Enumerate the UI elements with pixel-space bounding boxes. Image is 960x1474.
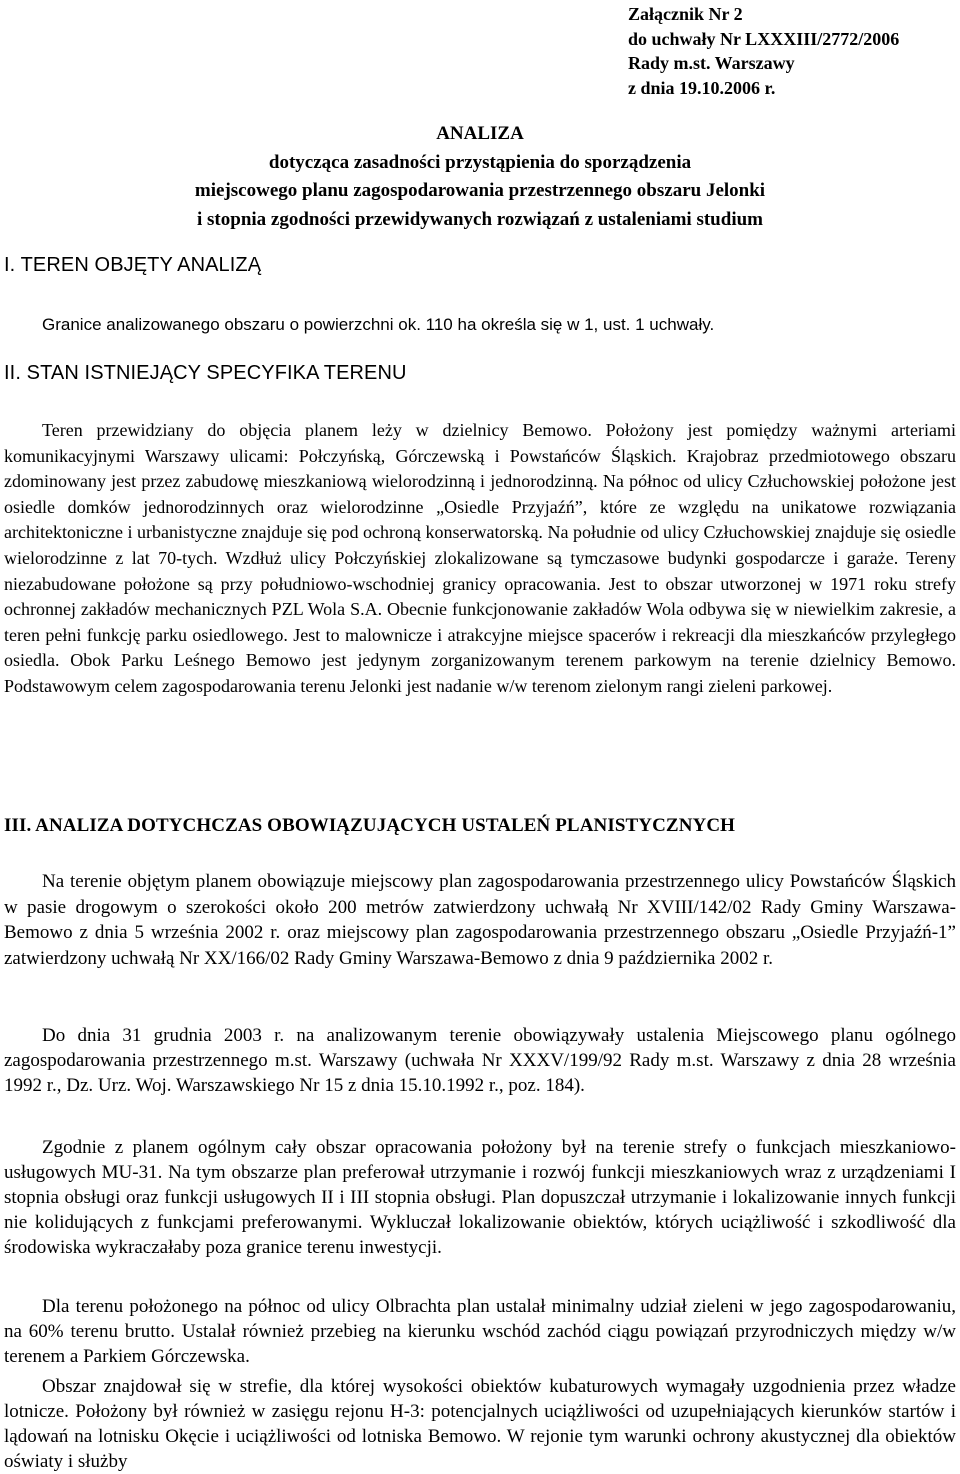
section-2-text: Teren przewidziany do objęcia planem leży w dzielnicy Bemowo. Położony jest pomiędzy ważnymi arteriami komunikacyjnymi Warszawy ulicami: Połczyńską, Górczewską i Powstańców Śląskich. Krajobraz przedmiotowego obszaru zdominowany jest przez zabudowę mieszkaniową wielorodzinną i jednorodzinną. Na północ od ulicy Człuchowskiej położone jest osiedle domków jednorodzinnych oraz wielorodzinne „Osiedle Przyjaźń”, które ze względu na unikatowe rozwiązania architektoniczne i urbanistyczne znajduje się pod ochroną konserwatorską. Na południe od ulicy Człuchowskiej znajduje się osiedle wielorodzinne z lat 70-tych. Wzdłuż ulicy Połczyńskiej zlokalizowane są tymczasowe budynki gospodarcze i garaże. Tereny niezabudowane położone są przy południowo-wschodniej granicy opracowania. Jest to obszar utworzonej w 1971 roku strefy ochronnej zakładów mechanicznych PZL Wola S.A. Obecnie funkcjonowanie zakładów Wola odbywa się w niewielkim zakresie, a teren pełni funkcję parku osiedlowego. Jest to malownicze i atrakcyjne miejsce spacerów i rekreacji dla mieszkańców przyległego osiedla. Obok Parku Leśnego Bemowo jest jedynym zorganizowanym terenem parkowym na terenie dzielnicy Bemowo. Podstawowym celem zagospodarowania terenu Jelonki jest nadanie w/w terenom zielonym rangi zieleni parkowej.	[4, 420, 956, 696]
document-title	[0, 120, 960, 234]
title-line-3: miejscowego planu zagospodarowania przestrzennego obszaru Jelonki	[194, 180, 766, 201]
annex-resolution: do uchwały Nr LXXXIII/2772/2006	[628, 28, 900, 49]
annex-header	[628, 2, 899, 100]
annex-number: Załącznik Nr 2	[628, 4, 743, 24]
annex-date: z dnia 19.10.2006 r.	[628, 77, 776, 98]
section-3-paragraph-1: Na terenie objętym planem obowiązuje miejscowy plan zagospodarowania przestrzennego ulicy Powstańców Śląskich w pasie drogowym o szerokości około 200 metrów zatwierdzony uchwałą Nr XVIII/142/02 Rady Gminy Warszawa-Bemowo z dnia 5 września 2002 r. oraz miejscowy plan zagospodarowania przestrzennego obszaru „Osiedle Przyjaźń-1” zatwierdzony uchwałą Nr XX/166/02 Rady Gminy Warszawa-Bemowo z dnia 9 października 2002 r.	[4, 871, 956, 969]
section-3-paragraph-2: Do dnia 31 grudnia 2003 r. na analizowanym terenie obowiązywały ustalenia Miejscowego planu ogólnego zagospodarowania przestrzennego m.st. Warszawy (uchwała Nr XXXV/199/92 Rady m.st. Warszawy z dnia 28 września 1992 r., Dz. Urz. Woj. Warszawskiego Nr 15 z dnia 15.10.1992 r., poz. 184).	[4, 1025, 956, 1096]
title-line-4: i stopnia zgodności przewidywanych rozwiązań z ustaleniami studium	[197, 208, 763, 230]
section-1-text: Granice analizowanego obszaru o powierzchni ok. 110 ha określa się w 1, ust. 1 uchwały.	[42, 315, 715, 334]
section-3-paragraph-5: Obszar znajdował się w strefie, dla której wysokości obiektów kubaturowych wymagały uzgodnienia przez władze lotnicze. Położony był również w zasięgu rejonu H-3: potencjalnych uciążliwości od uzupełniających kierunków startów i lądowań na lotnisku Okęcie i uciążliwości od lotniska Bemowo. W rejonie tym warunki ochrony akustycznej dla obiektów oświaty i służby	[4, 1376, 956, 1472]
title-line-1: ANALIZA	[436, 123, 524, 144]
section-3-paragraph-3: Zgodnie z planem ogólnym cały obszar opracowania położony był na terenie strefy o funkcjach mieszkaniowo-usługowych MU-31. Na tym obszarze plan preferował utrzymanie i rozwój funkcji mieszkaniowych wraz z urządzeniami I stopnia obsługi oraz funkcji usługowych II i III stopnia obsługi. Plan dopuszczał utrzymanie i lokalizowanie innych funkcji nie kolidujących z funkcjami preferowanymi. Wykluczał lokalizowanie obiektów, których uciążliwość i szkodliwość dla środowiska wykraczałaby poza granice terenu inwestycji.	[4, 1137, 956, 1258]
section-1-heading: I. TEREN OBJĘTY ANALIZĄ	[4, 254, 262, 276]
section-3-heading: III. ANALIZA DOTYCHCZAS OBOWIĄZUJĄCYCH USTALEŃ PLANISTYCZNYCH	[4, 815, 736, 836]
title-line-2: dotycząca zasadności przystąpienia do sporządzenia	[268, 151, 692, 173]
section-3-paragraph-4: Dla terenu położonego na północ od ulicy Olbrachta plan ustalał minimalny udział zieleni w jego zagospodarowaniu, na 60% terenu brutto. Ustalał również przebieg na kierunku wschód zachód ciągu powiązań przyrodniczych między w/w terenem a Parkiem Górczewska.	[4, 1296, 956, 1367]
annex-council: Rady m.st. Warszawy	[628, 53, 795, 73]
section-2-heading: II. STAN ISTNIEJĄCY SPECYFIKA TERENU	[4, 362, 407, 384]
